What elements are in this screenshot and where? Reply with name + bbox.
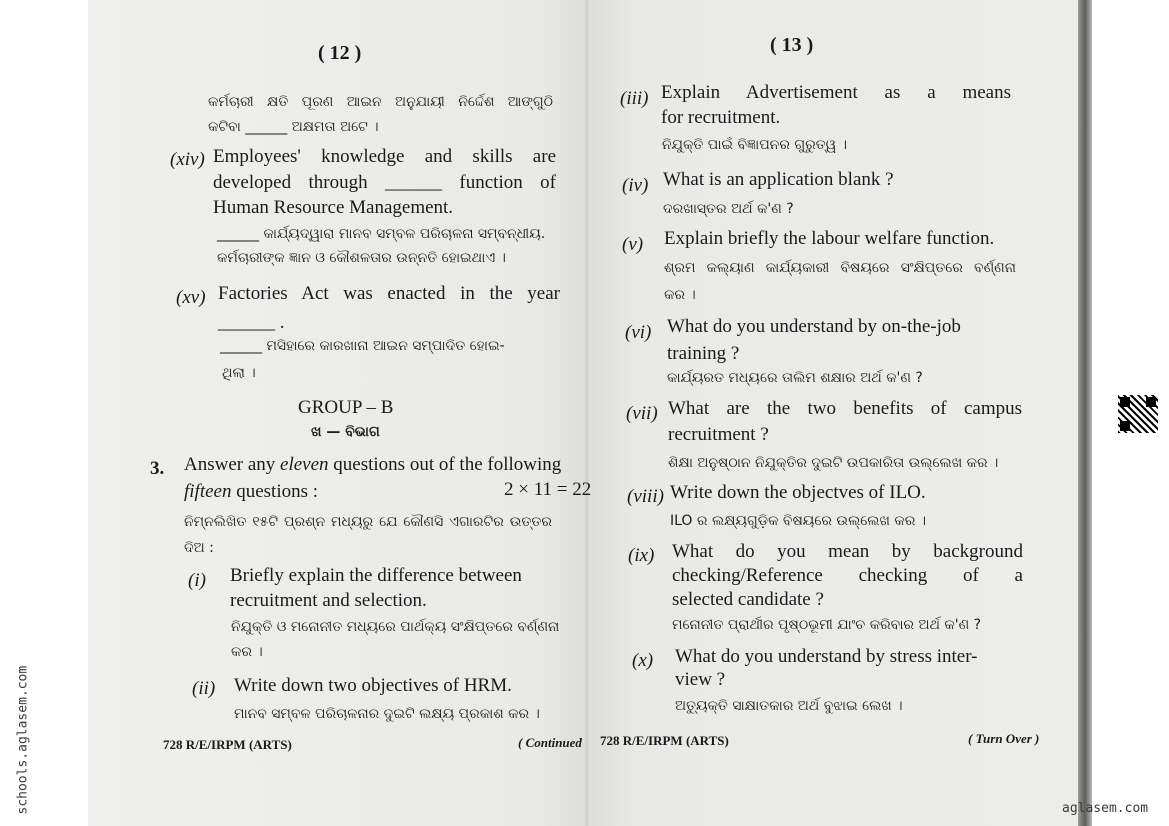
question-text: What do you understand by stress inter- [675,646,978,667]
question-text: Employees' knowledge and skills are [213,146,556,167]
question-text-odia: ଶ୍ରମ କଲ୍ୟାଣ କାର୍ଯ୍ୟକାରୀ ବିଷୟରେ ସଂକ୍ଷିପ୍ତରେ ବର୍ଣ୍ଣନା [664,260,1016,276]
paper-edge [1078,0,1092,826]
question-text: What are the two benefits of campus [668,398,1022,419]
question-label: (xv) [176,287,206,308]
question-text: for recruitment. [661,107,781,128]
continued-note: ( Continued [518,735,582,750]
question-text: Explain briefly the labour welfare function. [664,228,995,249]
question-text-odia: ଦରଖାସ୍ତର ଅର୍ଥ କ'ଣ ? [663,201,794,217]
question-text: Briefly explain the difference between [230,565,522,586]
turn-over-note: ( Turn Over ) [968,731,1040,746]
question-text: recruitment and selection. [230,590,427,611]
question-label: (x) [632,650,654,671]
question-number: 3. [150,458,165,479]
qr-code [1118,395,1158,433]
question-label: (i) [188,570,206,591]
question-text-odia: ନିମ୍ନଲିଖିତ ୧୫ଟି ପ୍ରଶ୍ନ ମଧ୍ୟରୁ ଯେ କୌଣସି ଏଗାରଟିର ଉତ୍ତର [184,514,552,530]
page-number: ( 12 ) [318,42,362,64]
question-text [184,454,561,476]
question-text-odia: ମାନବ ସମ୍ବଳ ପରିଚାଳନାର ଦୁଇଟି ଲକ୍ଷ୍ୟ ପ୍ରକାଶ କର । [234,706,540,722]
question-text-odia: କାର୍ଯ୍ୟରତ ମଧ୍ୟରେ ତାଲିମ ଶକ୍ଷାର ଅର୍ଥ କ'ଣ ? [667,370,923,386]
question-text-odia: କର । [231,644,263,660]
question-text: view ? [675,669,726,690]
question-text-odia: ଶିକ୍ଷା ଅନୁଷ୍ଠାନ ନିଯୁକ୍ତିର ଦୁଇଟି ଉପକାରିତା ଉଲ୍ଲେଖ କର । [668,455,999,471]
question-text: checking/Reference checking of a [672,565,1023,586]
question-text-odia: ଥିଲା । [222,365,256,381]
question-text: Explain Advertisement as a means [661,82,1011,103]
question-text: Write down two objectives of HRM. [234,675,512,696]
page-fold [583,0,591,826]
question-text: training ? [667,343,740,364]
emphasis: eleven [280,454,329,475]
text-span: questions : [231,481,319,502]
question-text-odia: ଅତ୍ୟୁକ୍ତି ସାକ୍ଷାତକାର ଅର୍ଥ ବୁଝାଇ ଲେଖ । [675,698,903,714]
question-text: Human Resource Management. [213,197,454,218]
question-label: (vii) [626,403,658,424]
question-text-odia: ______ ମସିହାରେ କାରଖାନା ଆଇନ ସମ୍ପାଦିତ ହୋଇ- [220,338,505,354]
question-text: selected candidate ? [672,589,824,610]
question-text-odia: ______ କାର୍ଯ୍ୟଦ୍ୱାରା ମାନବ ସମ୍ବଳ ପରିଚାଳନା ସମ୍ବନ୍ଧୀୟ. [217,226,546,242]
question-label: (vi) [625,322,652,343]
question-label: (v) [622,234,644,255]
text-span: Answer any [184,454,281,475]
question-text: ______ . [218,312,285,333]
question-text [184,481,318,503]
page-number: ( 13 ) [770,34,814,56]
question-label: (ii) [192,678,216,699]
question-label: (iii) [620,88,649,109]
watermark-corner: aglasem.com [1062,801,1149,816]
marks: 2 × 11 = 22 [504,479,592,500]
question-text: Write down the objectves of ILO. [670,482,926,503]
paper-code: 728 R/E/IRPM (ARTS) [600,733,729,748]
question-text-odia: ନିଯୁକ୍ତି ଓ ମନୋନୀତ ମଧ୍ୟରେ ପାର୍ଥକ୍ୟ ସଂକ୍ଷିପ୍ତରେ ବର୍ଣ୍ଣନା [231,619,560,635]
paper-code: 728 R/E/IRPM (ARTS) [163,737,292,752]
question-text: developed through ______ function of [213,172,556,193]
emphasis: fifteen [184,481,232,502]
question-text-odia: ନିଯୁକ୍ତି ପାଇଁ ବିଜ୍ଞାପନର ଗୁରୁତ୍ୱ । [662,137,848,153]
question-text-odia: କର୍ମଚାରୀ କ୍ଷତି ପୂରଣ ଆଇନ ଅନୁଯାୟୀ ନିର୍ଦ୍ଦେଶ ଆଙ୍ଗୁଠି [208,94,553,110]
question-text-odia: ମନୋନୀତ ପ୍ରାର୍ଥୀର ପୃଷ୍ଠଭୂମୀ ଯାଂଚ କରିବାର ଅର୍ଥ କ'ଣ ? [672,617,982,633]
question-text-odia: ଦିଅ : [184,540,214,556]
question-label: (iv) [622,175,649,196]
question-label: (viii) [627,486,664,507]
question-label: (ix) [628,545,655,566]
question-text-odia: କର୍ମଚାରୀଙ୍କ ଜ୍ଞାନ ଓ କୌଶଳତାର ଉନ୍ନତି ହୋଇଥାଏ । [217,250,506,266]
question-text: Factories Act was enacted in the year [218,283,560,304]
question-text-odia: କଟିବା ______ ଅକ୍ଷମତା ଅଟେ । [208,119,379,135]
question-text: What is an application blank ? [663,169,894,190]
group-title: GROUP – B [298,397,394,418]
watermark-vertical: schools.aglasem.com [15,665,31,815]
question-text: What do you understand by on-the-job [667,316,961,337]
question-text: What do you mean by background [672,541,1023,562]
question-text-odia: କର । [664,287,696,303]
text-span: questions out of the following [328,454,562,475]
question-text-odia: ILO ର ଲକ୍ଷ୍ୟଗୁଡ଼ିକ ବିଷୟରେ ଉଲ୍ଲେଖ କର । [670,513,927,529]
group-title-odia: ଖ — ବିଭାଗ [311,424,380,440]
question-text: recruitment ? [668,424,769,445]
question-label: (xiv) [170,149,205,170]
